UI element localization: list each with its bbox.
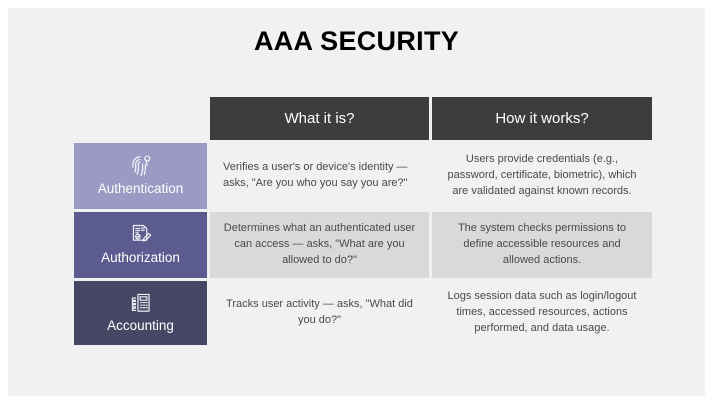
cell-authentication-what-it-is: Verifies a user's or device's identity — asks, "Are you who you say you are?" — [210, 143, 429, 209]
cell-authorization-how-it-works: The system checks permissions to define accessible resources and allowed actions. — [432, 212, 652, 278]
cell-authorization-what-it-is: Determines what an authenticated user can access — asks, "What are you allowed to do?" — [210, 212, 429, 278]
row-label-authentication — [74, 143, 207, 209]
row-label-text: Authentication — [97, 181, 184, 197]
cell-accounting-how-it-works: Logs session data such as login/logout times, accessed resources, actions performed, and data usage. — [432, 281, 652, 345]
row-label-authorization — [74, 212, 207, 278]
calculator-records-icon — [128, 290, 154, 316]
row-label-text: Authorization — [101, 250, 180, 266]
permission-document-icon — [128, 222, 154, 248]
fingerprint-icon — [128, 153, 154, 179]
cell-accounting-what-it-is: Tracks user activity — asks, "What did you do?" — [210, 281, 429, 345]
aaa-security-table — [74, 97, 656, 345]
row-label-accounting — [74, 281, 207, 345]
cell-authentication-how-it-works: Users provide credentials (e.g., password, certificate, biometric), which are validated against known records. — [432, 143, 652, 209]
row-label-text: Accounting — [107, 318, 174, 334]
column-header-how-it-works: How it works? — [432, 97, 652, 140]
table-corner-spacer — [74, 97, 207, 140]
page-title: AAA SECURITY — [253, 26, 460, 56]
column-header-what-it-is: What it is? — [210, 97, 429, 140]
slide-canvas — [8, 8, 705, 396]
